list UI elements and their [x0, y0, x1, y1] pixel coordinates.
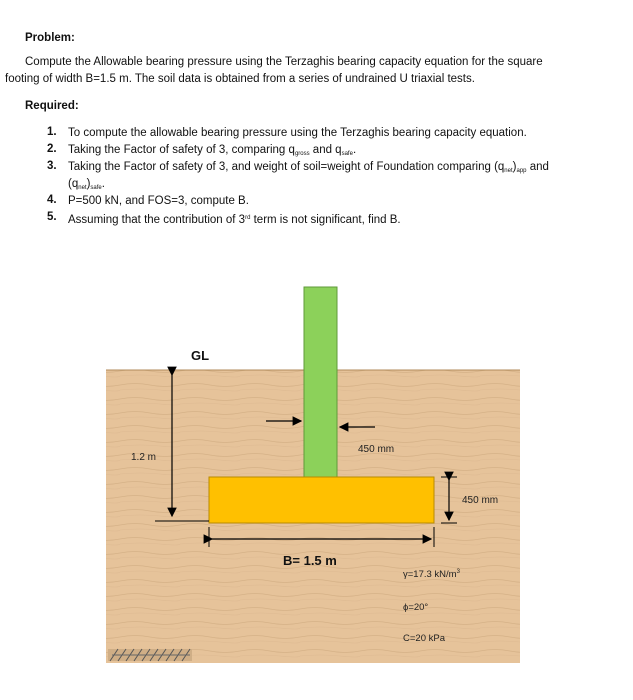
- required-item-5: Assuming that the contribution of 3rd term is not significant, find B.: [68, 214, 401, 226]
- bottom-hatch: [108, 649, 192, 661]
- required-item-1: To compute the allowable bearing pressure using the Terzaghis bearing capacity equation.: [68, 127, 527, 139]
- problem-heading: Problem:: [25, 32, 75, 44]
- item-number: 2.: [47, 143, 57, 155]
- ground-level-label: GL: [191, 348, 210, 363]
- depth-label: 1.2 m: [131, 452, 157, 463]
- item-number: 4.: [47, 194, 57, 206]
- column-width-label: 450 mm: [358, 444, 395, 455]
- item-number: 3.: [47, 160, 57, 172]
- footing: [209, 477, 434, 523]
- required-heading: Required:: [25, 100, 79, 112]
- unit-weight-label: γ=17.3 $kN/m^3$: [403, 569, 460, 580]
- required-item-3: Taking the Factor of safety of 3, and weight of soil=weight of Foundation comparing $(q_{net})_{app}$ and: [68, 161, 549, 174]
- friction-angle-label: ϕ=20°: [403, 602, 429, 613]
- required-item-3-continued: $(q_{net})_{safe}$.: [68, 178, 105, 191]
- footing-width-label: B= 1.5 m: [283, 553, 337, 568]
- item-number: 5.: [47, 211, 57, 223]
- column: [304, 287, 337, 477]
- footing-thickness-label: 450 mm: [462, 495, 499, 506]
- item-number: 1.: [47, 126, 57, 138]
- cohesion-label: C=20 kPa: [403, 633, 445, 644]
- required-item-2: Taking the Factor of safety of 3, comparing $q_{gross}$ and $q_{safe}$.: [68, 144, 357, 157]
- problem-statement-line2: footing of width B=1.5 m. The soil data is obtained from a series of undrained U triaxial tests.: [5, 73, 475, 85]
- required-item-4: P=500 kN, and FOS=3, compute B.: [68, 195, 249, 207]
- problem-statement-line1: Compute the Allowable bearing pressure using the Terzaghis bearing capacity equation for the square: [25, 56, 543, 68]
